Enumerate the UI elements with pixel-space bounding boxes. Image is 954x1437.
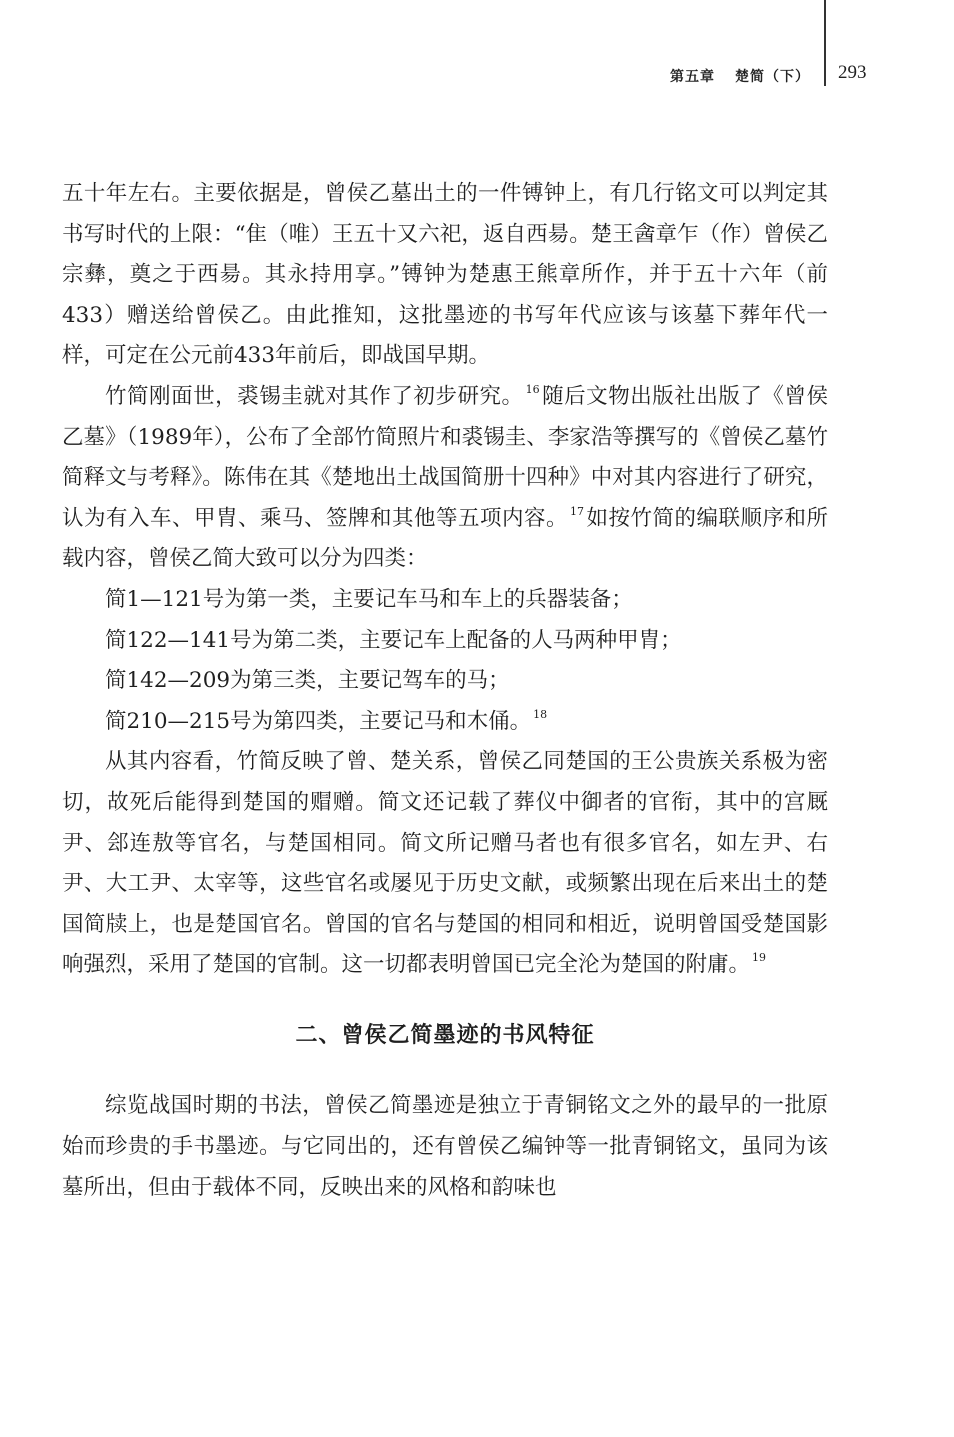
paragraph-analysis (62, 742, 828, 986)
paragraph-text: 从其内容看，竹简反映了曾、楚关系，曾侯乙同楚国的王公贵族关系极为密切，故死后能得到楚国的赗赠。简文还记载了葬仪中御者的官衔，其中的宫厩尹、郐连敖等官名，与楚国相同。简文所记赠马者也有很多官名，如左尹、右尹、大工尹、太宰等，这些官名或屡见于历史文献，或频繁出现在后来出土的楚国简牍上，也是楚国官名。曾国的官名与楚国的相同和相近，说明曾国受楚国影响强烈，采用了楚国的官制。这一切都表明曾国已完全沦为楚国的附庸。 (62, 749, 828, 978)
footnote-ref-18[interactable]: 18 (533, 707, 548, 721)
list-item: 简122—141号为第二类，主要记车上配备的人马两种甲胄； (105, 627, 682, 653)
running-head (560, 66, 810, 86)
body-text (62, 174, 828, 1208)
list-item (62, 702, 828, 743)
footnote-ref-16[interactable]: 16 (525, 382, 540, 396)
footnote-ref-17[interactable]: 17 (569, 504, 584, 518)
section-heading: 二、曾侯乙简墨迹的书风特征 (295, 1022, 595, 1048)
paragraph-continued: 五十年左右。主要依据是，曾侯乙墓出土的一件镈钟上，有几行铭文可以判定其书写时代的上限：“隹（唯）王五十又六祀，返自西昜。楚王酓章乍（作）曾侯乙宗彝，奠之于西昜。其永持用享。”镈钟为楚惠王熊章所作，并于五十六年（前433）赠送给曾侯乙。由此推知，这批墨迹的书写年代应该与该墓下葬年代一样，可定在公元前433年前后，即战国早期。 (62, 181, 828, 369)
header-divider (824, 0, 826, 86)
list-item: 简1—121号为第一类，主要记车马和车上的兵器装备； (105, 586, 633, 612)
paragraph-text: 竹简刚面世，裘锡圭就对其作了初步研究。 (105, 383, 524, 409)
paragraph-research (62, 377, 828, 580)
chapter-label: 第五章 (670, 69, 715, 85)
list-item: 简142—209为第三类，主要记驾车的马； (105, 668, 510, 694)
paragraph-text: 如按竹简的编联顺序和所载内容，曾侯乙简大致可以分为四类： (62, 505, 828, 572)
paragraph-closing: 综览战国时期的书法，曾侯乙简墨迹是独立于青铜铭文之外的最早的一批原始而珍贵的手书墨迹。与它同出的，还有曾侯乙编钟等一批青铜铭文，虽同为该墓所出，但由于载体不同，反映出来的风格和韵味也 (62, 1093, 828, 1200)
page-number: 293 (838, 62, 867, 83)
section-label: 楚简（下） (735, 69, 810, 85)
list-item-text: 简210—215号为第四类，主要记马和木俑。 (105, 708, 532, 734)
paragraph-text: 随后文物出版社出版了《曾侯乙墓》（1989年），公布了全部竹简照片和裘锡圭、李家浩等撰写的《曾侯乙墓竹简释文与考释》。陈伟在其《楚地出土战国简册十四种》中对其内容进行了研究，认为有入车、甲胄、乘马、签牌和其他等五项内容。 (62, 383, 828, 531)
footnote-ref-19[interactable]: 19 (752, 951, 767, 965)
